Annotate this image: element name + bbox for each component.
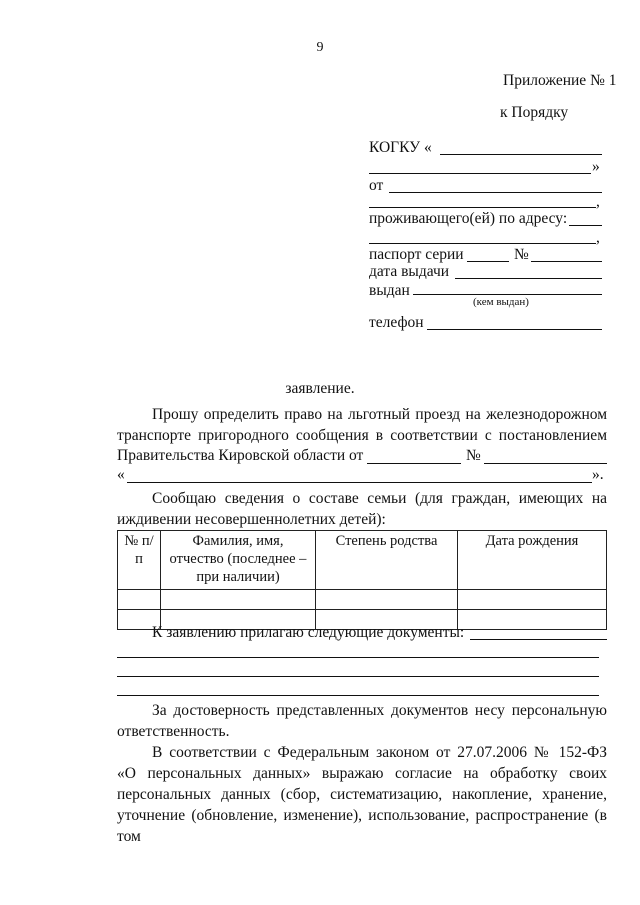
attachments-label: К заявлению прилагаю следующие документы: (152, 624, 465, 641)
paragraph-1-line-2: транспорте пригородного сообщения в соответствии с постановлением (117, 427, 607, 444)
issued-by-hint: (кем выдан) (473, 296, 529, 308)
table-row[interactable] (118, 590, 607, 610)
resolution-date-line[interactable] (367, 463, 461, 464)
paragraph-4-line-4: уточнение (обновление, изменение), использование, распространение (в том (117, 807, 607, 845)
to-order-label: к Порядку (500, 104, 569, 121)
org-field-line-2[interactable] (369, 173, 591, 174)
paragraph-1-line-3: Правительства Кировской области от (117, 447, 364, 464)
attachments-line-2[interactable] (117, 657, 599, 658)
paragraph-4-line-1: В соответствии с Федеральным законом от 27.07.2006 № 152-ФЗ (152, 744, 607, 761)
paragraph-4-line-2: «О персональных данных» выражаю согласие на обработку своих (117, 765, 607, 782)
phone-field-line[interactable] (427, 329, 602, 330)
paragraph-1-line-1: Прошу определить право на льготный проезд на железнодорожном (152, 406, 607, 423)
document-title: заявление. (285, 380, 355, 397)
org-field-line[interactable] (440, 154, 602, 155)
paragraph-3-line-1: За достоверность представленных документов несу персональную (152, 702, 607, 719)
issued-by-line[interactable] (413, 294, 602, 295)
table-cell[interactable] (458, 610, 607, 630)
issue-date-label: дата выдачи (369, 263, 450, 280)
resolution-number-label: № (466, 447, 481, 464)
issue-date-line[interactable] (455, 278, 602, 279)
table-cell[interactable] (316, 590, 458, 610)
from-field-line[interactable] (389, 192, 602, 193)
table-cell[interactable] (161, 590, 316, 610)
paragraph-3-line-2: ответственность. (117, 723, 230, 740)
table-header-row (118, 531, 607, 590)
table-header-relation: Степень родства (316, 531, 458, 590)
passport-label: паспорт серии (369, 246, 464, 263)
address-field-line-2[interactable] (369, 243, 596, 244)
table-header-name: Фамилия, имя, отчество (последнее – при наличии) (161, 531, 316, 590)
comma: , (596, 193, 600, 210)
paragraph-4-line-3: персональных данных (сбор, систематизацию, накопление, хранение, (117, 786, 607, 803)
resolution-title-line[interactable] (127, 482, 592, 483)
from-label: от (369, 177, 384, 194)
attachments-line-1[interactable] (470, 639, 607, 640)
family-table (117, 530, 607, 630)
page-number: 9 (316, 40, 324, 55)
comma: , (596, 229, 600, 246)
paragraph-2-line-2: иждивении несовершеннолетних детей): (117, 511, 386, 528)
attachments-line-3[interactable] (117, 676, 599, 677)
passport-number-line[interactable] (531, 261, 602, 262)
resolution-title-open-quote: « (117, 466, 125, 483)
from-field-line-2[interactable] (369, 207, 596, 208)
resolution-number-line[interactable] (484, 463, 607, 464)
address-field-line[interactable] (569, 225, 602, 226)
org-suffix: » (592, 158, 600, 175)
table-header-birthdate: Дата рождения (458, 531, 607, 590)
table-header-number: № п/п (118, 531, 161, 590)
residing-label: проживающего(ей) по адресу: (369, 210, 568, 227)
issued-by-label: выдан (369, 282, 410, 299)
table-cell[interactable] (118, 590, 161, 610)
attachments-line-4[interactable] (117, 695, 599, 696)
passport-number-label: № (514, 246, 529, 263)
phone-label: телефон (369, 314, 424, 331)
resolution-title-close-quote: ». (592, 466, 604, 483)
table-cell[interactable] (458, 590, 607, 610)
appendix-label: Приложение № 1 (503, 72, 617, 89)
paragraph-2-line-1: Сообщаю сведения о составе семьи (для граждан, имеющих на (152, 490, 607, 507)
org-prefix: КОГКУ « (369, 139, 432, 156)
passport-series-line[interactable] (467, 261, 509, 262)
